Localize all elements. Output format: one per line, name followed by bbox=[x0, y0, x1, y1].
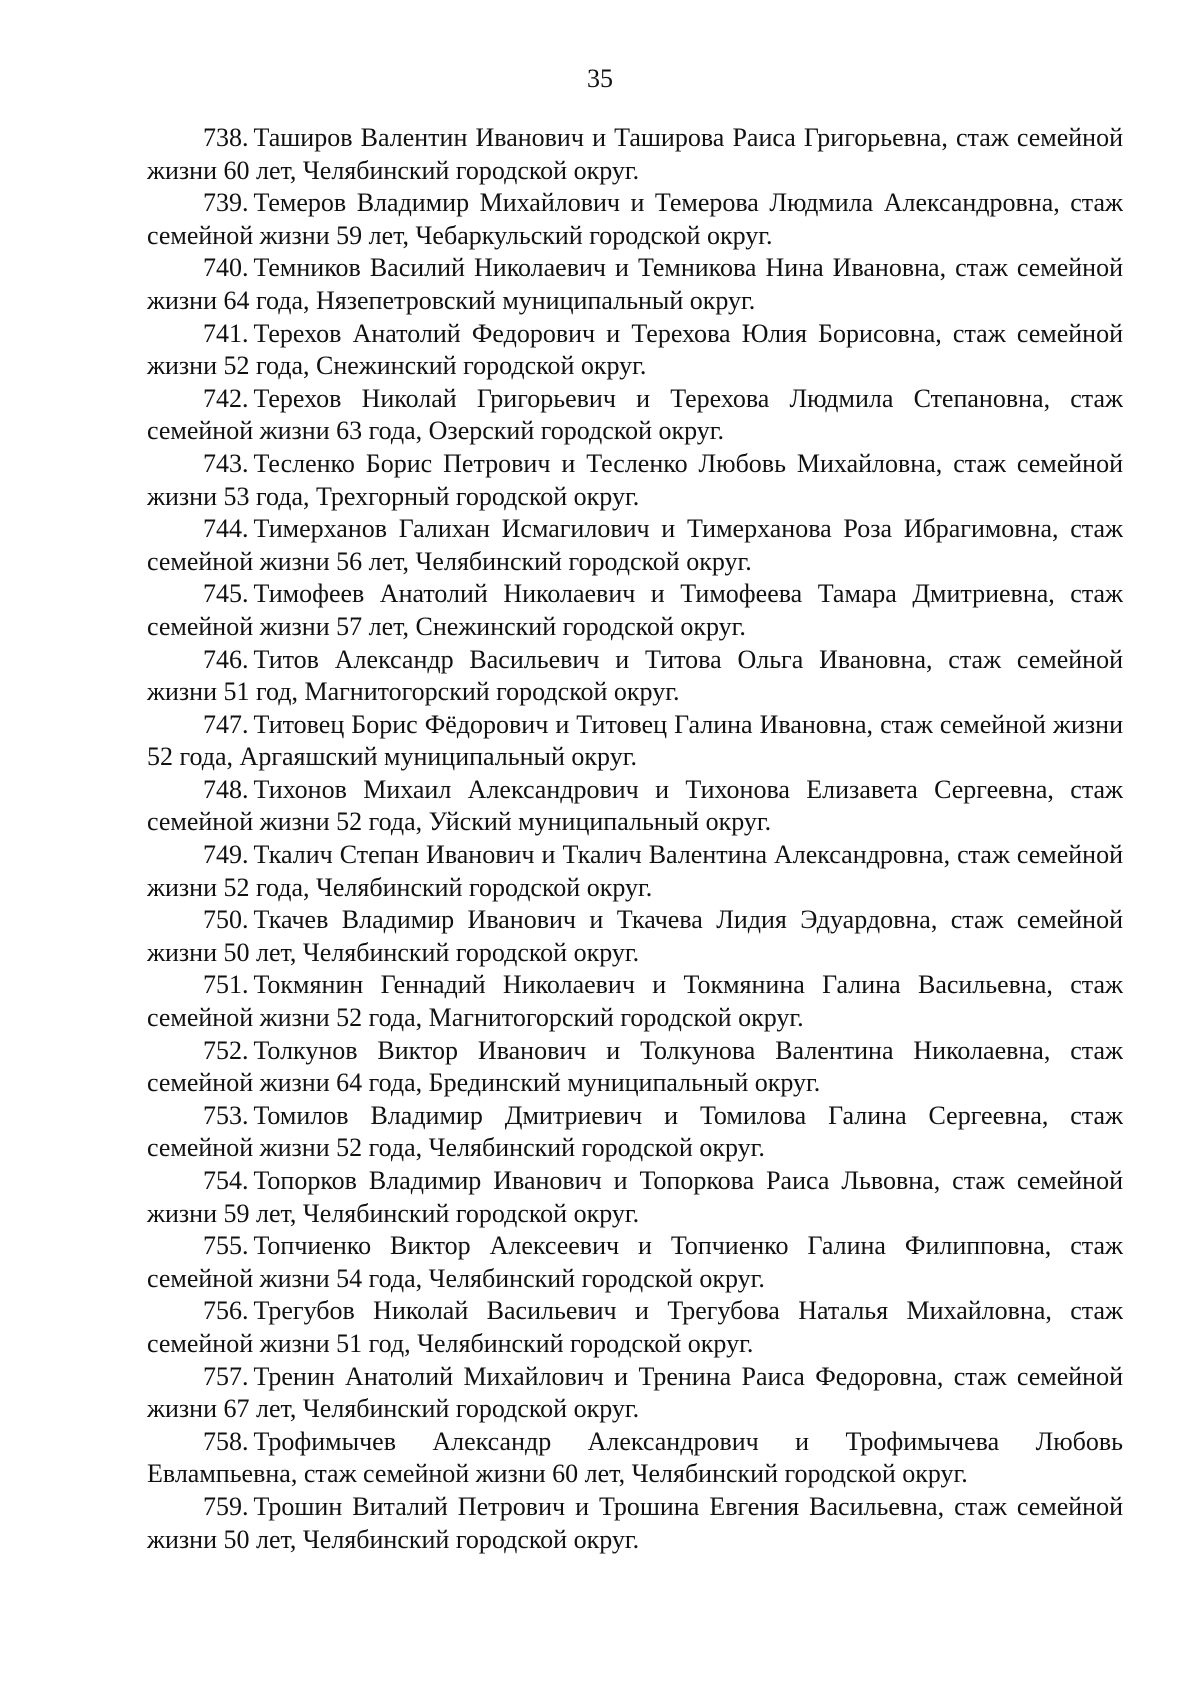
entry-text: Топчиенко Виктор Алексеевич и Топчиенко Галина Филипповна, стаж семейной жизни 54 года, Челябинский городской округ. bbox=[147, 1231, 1123, 1293]
list-item bbox=[147, 709, 1123, 774]
entry-text: Тимерханов Галихан Исмагилович и Тимерханова Роза Ибрагимовна, стаж семейной жизни 56 лет, Челябинский городской округ. bbox=[147, 514, 1123, 576]
list-item bbox=[147, 1165, 1123, 1230]
entry-text: Томилов Владимир Дмитриевич и Томилова Галина Сергеевна, стаж семейной жизни 52 года, Челябинский городской округ. bbox=[147, 1100, 1123, 1163]
list-item bbox=[147, 122, 1123, 187]
entry-number: 742. bbox=[203, 383, 249, 413]
entry-number: 750. bbox=[203, 905, 249, 935]
entry-text: Ткачев Владимир Иванович и Ткачева Лидия Эдуардовна, стаж семейной жизни 50 лет, Челябинский городской округ. bbox=[147, 905, 1123, 967]
list-item bbox=[147, 1035, 1123, 1100]
entry-text: Тимофеев Анатолий Николаевич и Тимофеева Тамара Дмитриевна, стаж семейной жизни 57 лет, Снежинский городской округ. bbox=[147, 579, 1123, 641]
list-item bbox=[147, 448, 1123, 513]
entry-list bbox=[147, 122, 1123, 1556]
entry-number: 759. bbox=[203, 1491, 249, 1521]
list-item bbox=[147, 1491, 1123, 1556]
entry-text: Топорков Владимир Иванович и Топоркова Раиса Львовна, стаж семейной жизни 59 лет, Челябинский городской округ. bbox=[147, 1166, 1123, 1228]
list-item bbox=[147, 969, 1123, 1034]
list-item bbox=[147, 513, 1123, 578]
list-item bbox=[147, 252, 1123, 317]
entry-number: 751. bbox=[203, 970, 249, 1000]
entry-number: 755. bbox=[203, 1231, 249, 1261]
entry-number: 739. bbox=[203, 188, 249, 218]
list-item bbox=[147, 644, 1123, 709]
entry-number: 741. bbox=[203, 318, 249, 348]
entry-number: 749. bbox=[203, 840, 249, 870]
entry-number: 747. bbox=[203, 709, 249, 739]
entry-text: Тесленко Борис Петрович и Тесленко Любовь Михайловна, стаж семейной жизни 53 года, Трехгорный городской округ. bbox=[147, 448, 1123, 511]
entry-text: Токмянин Геннадий Николаевич и Токмянина Галина Васильевна, стаж семейной жизни 52 года, Магнитогорский городской округ. bbox=[147, 970, 1123, 1033]
entry-text: Таширов Валентин Иванович и Таширова Раиса Григорьевна, стаж семейной жизни 60 лет, Челябинский городской округ. bbox=[147, 123, 1123, 185]
page-number: 35 bbox=[587, 64, 613, 93]
entry-text: Тихонов Михаил Александрович и Тихонова Елизавета Сергеевна, стаж семейной жизни 52 года, Уйский муниципальный округ. bbox=[147, 774, 1123, 837]
entry-text: Титов Александр Васильевич и Титова Ольга Ивановна, стаж семейной жизни 51 год, Магнитогорский городской округ. bbox=[147, 644, 1123, 707]
list-item bbox=[147, 1295, 1123, 1360]
entry-number: 746. bbox=[203, 644, 249, 674]
entry-text: Трегубов Николай Васильевич и Трегубова Наталья Михайловна, стаж семейной жизни 51 год, Челябинский городской округ. bbox=[147, 1296, 1123, 1358]
entry-number: 744. bbox=[203, 514, 249, 544]
entry-text: Трошин Виталий Петрович и Трошина Евгения Васильевна, стаж семейной жизни 50 лет, Челябинский городской округ. bbox=[147, 1491, 1123, 1554]
list-item bbox=[147, 383, 1123, 448]
entry-text: Темеров Владимир Михайлович и Темерова Людмила Александровна, стаж семейной жизни 59 лет, Чебаркульский городской округ. bbox=[147, 188, 1123, 250]
entry-number: 757. bbox=[203, 1361, 249, 1391]
entry-text: Тренин Анатолий Михайлович и Тренина Раиса Федоровна, стаж семейной жизни 67 лет, Челябинский городской округ. bbox=[147, 1361, 1123, 1424]
entry-text: Темников Василий Николаевич и Темникова Нина Ивановна, стаж семейной жизни 64 года, Нязепетровский муниципальный округ. bbox=[147, 253, 1123, 315]
entry-number: 748. bbox=[203, 774, 249, 804]
list-item bbox=[147, 318, 1123, 383]
entry-number: 754. bbox=[203, 1166, 249, 1195]
list-item bbox=[147, 904, 1123, 969]
entry-number: 745. bbox=[203, 579, 249, 609]
entry-text: Трофимычев Александр Александрович и Трофимычева Любовь Евлампьевна, стаж семейной жизни 60 лет, Челябинский городской округ. bbox=[147, 1426, 1123, 1489]
entry-text: Толкунов Виктор Иванович и Толкунова Валентина Николаевна, стаж семейной жизни 64 года, Брединский муниципальный округ. bbox=[147, 1035, 1123, 1098]
entry-number: 756. bbox=[203, 1296, 249, 1326]
entry-text: Терехов Анатолий Федорович и Терехова Юлия Борисовна, стаж семейной жизни 52 года, Снежинский городской округ. bbox=[147, 318, 1123, 381]
list-item bbox=[147, 839, 1123, 904]
list-item bbox=[147, 1230, 1123, 1295]
list-item bbox=[147, 578, 1123, 643]
list-item bbox=[147, 1361, 1123, 1426]
entry-number: 753. bbox=[203, 1100, 249, 1130]
list-item bbox=[147, 1100, 1123, 1165]
entry-number: 740. bbox=[203, 253, 249, 283]
list-item bbox=[147, 1426, 1123, 1491]
entry-number: 738. bbox=[203, 123, 249, 152]
list-item bbox=[147, 774, 1123, 839]
entry-text: Титовец Борис Фёдорович и Титовец Галина Ивановна, стаж семейной жизни 52 года, Аргаяшский муниципальный округ. bbox=[147, 709, 1123, 772]
entry-number: 752. bbox=[203, 1035, 249, 1065]
entry-text: Ткалич Степан Иванович и Ткалич Валентина Александровна, стаж семейной жизни 52 года, Челябинский городской округ. bbox=[147, 840, 1123, 902]
entry-text: Терехов Николай Григорьевич и Терехова Людмила Степановна, стаж семейной жизни 63 года, Озерский городской округ. bbox=[147, 383, 1123, 446]
list-item bbox=[147, 187, 1123, 252]
entry-number: 743. bbox=[203, 448, 249, 478]
entry-number: 758. bbox=[203, 1426, 249, 1456]
